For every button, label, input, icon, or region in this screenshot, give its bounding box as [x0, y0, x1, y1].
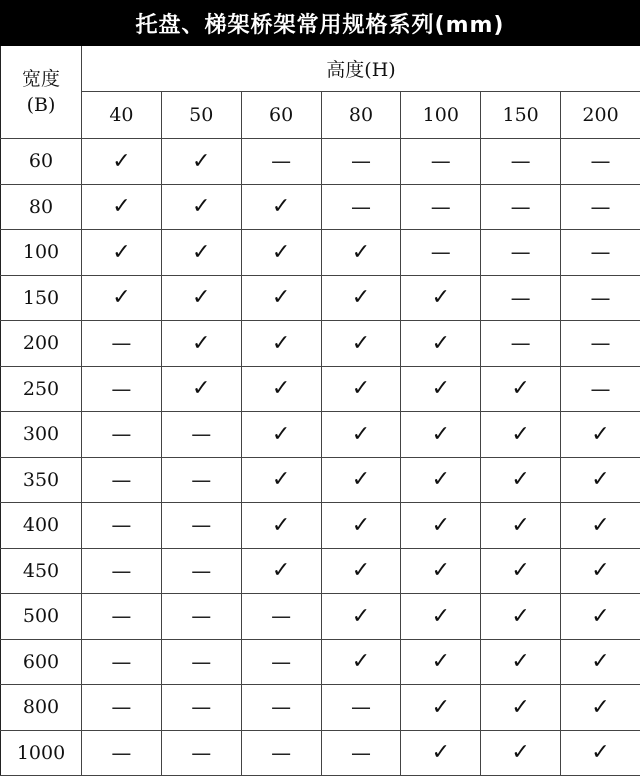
unavailable-cell [161, 457, 241, 503]
available-cell [82, 139, 162, 185]
dash-mark-icon: — [350, 695, 371, 720]
unavailable-cell [561, 184, 640, 230]
dash-mark-icon: — [191, 558, 212, 583]
check-mark-icon: ✓ [351, 330, 371, 356]
check-mark-icon: ✓ [431, 558, 451, 584]
dash-mark-icon: — [350, 149, 371, 174]
available-cell [401, 321, 481, 367]
available-cell [401, 639, 481, 685]
height-column-header: 40 [82, 92, 162, 139]
check-mark-icon: ✓ [511, 740, 530, 766]
dash-mark-icon: — [271, 649, 292, 674]
width-row-header: 100 [1, 230, 82, 276]
available-cell [561, 457, 640, 503]
available-cell [321, 639, 401, 685]
dash-mark-icon: — [271, 149, 292, 174]
check-mark-icon: ✓ [591, 694, 610, 720]
width-row-header: 60 [1, 139, 82, 185]
height-header-row [1, 92, 640, 139]
table-row [1, 639, 640, 685]
available-cell [241, 275, 321, 321]
check-mark-icon: ✓ [351, 239, 371, 265]
available-cell [321, 548, 401, 594]
available-cell [241, 184, 321, 230]
width-row-header: 800 [1, 685, 82, 731]
height-column-header: 60 [241, 92, 321, 139]
available-cell [401, 730, 481, 776]
check-mark-icon: ✓ [591, 603, 610, 629]
available-cell [321, 503, 401, 549]
unavailable-cell [321, 139, 401, 185]
check-mark-icon: ✓ [431, 285, 451, 311]
check-mark-icon: ✓ [192, 330, 211, 356]
table-body [1, 139, 640, 776]
check-mark-icon: ✓ [351, 603, 371, 629]
available-cell [401, 457, 481, 503]
check-mark-icon: ✓ [511, 421, 530, 447]
unavailable-cell [241, 639, 321, 685]
check-mark-icon: ✓ [351, 649, 371, 675]
unavailable-cell [561, 275, 640, 321]
width-row-header: 80 [1, 184, 82, 230]
available-cell [401, 366, 481, 412]
table-row [1, 457, 640, 503]
dash-mark-icon: — [590, 194, 611, 219]
available-cell [161, 275, 241, 321]
unavailable-cell [161, 730, 241, 776]
check-mark-icon: ✓ [591, 421, 610, 447]
available-cell [561, 730, 640, 776]
dash-mark-icon: — [191, 695, 212, 720]
dash-mark-icon: — [111, 376, 132, 401]
check-mark-icon: ✓ [431, 694, 451, 720]
height-column-header: 100 [401, 92, 481, 139]
check-mark-icon: ✓ [511, 558, 530, 584]
dash-mark-icon: — [271, 740, 292, 765]
available-cell [561, 503, 640, 549]
unavailable-cell [401, 184, 481, 230]
available-cell [82, 230, 162, 276]
check-mark-icon: ✓ [271, 239, 291, 265]
dash-mark-icon: — [111, 695, 132, 720]
width-row-header: 150 [1, 275, 82, 321]
check-mark-icon: ✓ [351, 558, 371, 584]
available-cell [321, 412, 401, 458]
check-mark-icon: ✓ [271, 467, 291, 493]
available-cell [481, 639, 561, 685]
unavailable-cell [481, 139, 561, 185]
check-mark-icon: ✓ [112, 239, 131, 265]
check-mark-icon: ✓ [591, 467, 610, 493]
width-row-header: 200 [1, 321, 82, 367]
table-row [1, 730, 640, 776]
dash-mark-icon: — [510, 285, 531, 310]
height-column-header: 150 [481, 92, 561, 139]
available-cell [401, 412, 481, 458]
check-mark-icon: ✓ [271, 421, 291, 447]
available-cell [82, 184, 162, 230]
dash-mark-icon: — [191, 604, 212, 629]
width-header [1, 46, 82, 139]
available-cell [481, 548, 561, 594]
check-mark-icon: ✓ [591, 558, 610, 584]
unavailable-cell [161, 412, 241, 458]
unavailable-cell [561, 230, 640, 276]
check-mark-icon: ✓ [112, 285, 131, 311]
unavailable-cell [82, 594, 162, 640]
available-cell [481, 503, 561, 549]
check-mark-icon: ✓ [351, 376, 371, 402]
page-title: 托盘、梯架桥架常用规格系列(mm) [0, 0, 640, 46]
width-header-unit: (B) [26, 94, 56, 116]
available-cell [561, 685, 640, 731]
height-column-header: 50 [161, 92, 241, 139]
unavailable-cell [481, 184, 561, 230]
dash-mark-icon: — [590, 376, 611, 401]
unavailable-cell [561, 139, 640, 185]
available-cell [161, 321, 241, 367]
available-cell [241, 321, 321, 367]
available-cell [161, 139, 241, 185]
available-cell [161, 184, 241, 230]
available-cell [561, 639, 640, 685]
dash-mark-icon: — [510, 331, 531, 356]
table-row [1, 412, 640, 458]
unavailable-cell [82, 321, 162, 367]
unavailable-cell [321, 184, 401, 230]
check-mark-icon: ✓ [431, 740, 451, 766]
check-mark-icon: ✓ [351, 467, 371, 493]
height-group-header: 高度(H) [82, 46, 640, 92]
check-mark-icon: ✓ [112, 148, 131, 174]
available-cell [481, 366, 561, 412]
check-mark-icon: ✓ [511, 694, 530, 720]
unavailable-cell [82, 366, 162, 412]
dash-mark-icon: — [191, 513, 212, 538]
unavailable-cell [82, 639, 162, 685]
check-mark-icon: ✓ [431, 649, 451, 675]
unavailable-cell [241, 730, 321, 776]
table-row [1, 230, 640, 276]
dash-mark-icon: — [111, 649, 132, 674]
available-cell [401, 548, 481, 594]
width-row-header: 400 [1, 503, 82, 549]
check-mark-icon: ✓ [271, 285, 291, 311]
available-cell [401, 503, 481, 549]
unavailable-cell [161, 594, 241, 640]
unavailable-cell [82, 730, 162, 776]
dash-mark-icon: — [111, 558, 132, 583]
available-cell [561, 548, 640, 594]
width-row-header: 1000 [1, 730, 82, 776]
height-column-header: 200 [561, 92, 640, 139]
dash-mark-icon: — [111, 513, 132, 538]
dash-mark-icon: — [191, 422, 212, 447]
check-mark-icon: ✓ [192, 194, 211, 220]
available-cell [241, 503, 321, 549]
available-cell [241, 457, 321, 503]
dash-mark-icon: — [191, 467, 212, 492]
check-mark-icon: ✓ [511, 649, 530, 675]
table-row [1, 139, 640, 185]
unavailable-cell [561, 321, 640, 367]
check-mark-icon: ✓ [591, 740, 610, 766]
dash-mark-icon: — [350, 740, 371, 765]
check-mark-icon: ✓ [511, 467, 530, 493]
available-cell [241, 366, 321, 412]
check-mark-icon: ✓ [591, 649, 610, 675]
check-mark-icon: ✓ [351, 285, 371, 311]
dash-mark-icon: — [111, 740, 132, 765]
check-mark-icon: ✓ [271, 194, 291, 220]
check-mark-icon: ✓ [431, 467, 451, 493]
check-mark-icon: ✓ [511, 603, 530, 629]
unavailable-cell [161, 685, 241, 731]
unavailable-cell [481, 321, 561, 367]
height-column-header: 80 [321, 92, 401, 139]
check-mark-icon: ✓ [511, 512, 530, 538]
check-mark-icon: ✓ [271, 330, 291, 356]
dash-mark-icon: — [510, 149, 531, 174]
table-row [1, 594, 640, 640]
check-mark-icon: ✓ [351, 421, 371, 447]
available-cell [561, 594, 640, 640]
width-row-header: 250 [1, 366, 82, 412]
available-cell [481, 457, 561, 503]
unavailable-cell [82, 503, 162, 549]
check-mark-icon: ✓ [511, 376, 530, 402]
unavailable-cell [401, 230, 481, 276]
unavailable-cell [161, 548, 241, 594]
available-cell [481, 730, 561, 776]
unavailable-cell [241, 685, 321, 731]
width-header-label: 宽度 [21, 68, 60, 90]
table-row [1, 184, 640, 230]
available-cell [481, 685, 561, 731]
spec-table [0, 46, 640, 776]
unavailable-cell [82, 548, 162, 594]
available-cell [241, 230, 321, 276]
dash-mark-icon: — [191, 740, 212, 765]
unavailable-cell [161, 503, 241, 549]
available-cell [241, 412, 321, 458]
available-cell [321, 594, 401, 640]
width-row-header: 600 [1, 639, 82, 685]
unavailable-cell [82, 412, 162, 458]
unavailable-cell [241, 594, 321, 640]
dash-mark-icon: — [191, 649, 212, 674]
dash-mark-icon: — [510, 194, 531, 219]
table-row [1, 503, 640, 549]
unavailable-cell [401, 139, 481, 185]
check-mark-icon: ✓ [591, 512, 610, 538]
available-cell [321, 366, 401, 412]
width-row-header: 300 [1, 412, 82, 458]
dash-mark-icon: — [510, 240, 531, 265]
available-cell [321, 457, 401, 503]
unavailable-cell [161, 639, 241, 685]
available-cell [481, 412, 561, 458]
dash-mark-icon: — [350, 194, 371, 219]
available-cell [401, 594, 481, 640]
check-mark-icon: ✓ [112, 194, 131, 220]
unavailable-cell [481, 275, 561, 321]
table-row [1, 548, 640, 594]
check-mark-icon: ✓ [192, 285, 211, 311]
available-cell [161, 366, 241, 412]
check-mark-icon: ✓ [271, 512, 291, 538]
check-mark-icon: ✓ [271, 558, 291, 584]
check-mark-icon: ✓ [192, 239, 211, 265]
dash-mark-icon: — [590, 240, 611, 265]
check-mark-icon: ✓ [192, 376, 211, 402]
dash-mark-icon: — [271, 695, 292, 720]
available-cell [241, 548, 321, 594]
available-cell [321, 275, 401, 321]
width-row-header: 350 [1, 457, 82, 503]
available-cell [401, 685, 481, 731]
check-mark-icon: ✓ [431, 512, 451, 538]
table-row [1, 366, 640, 412]
check-mark-icon: ✓ [431, 330, 451, 356]
dash-mark-icon: — [590, 331, 611, 356]
table-row [1, 321, 640, 367]
available-cell [561, 412, 640, 458]
table-row [1, 685, 640, 731]
check-mark-icon: ✓ [431, 421, 451, 447]
dash-mark-icon: — [111, 604, 132, 629]
unavailable-cell [82, 457, 162, 503]
check-mark-icon: ✓ [192, 148, 211, 174]
unavailable-cell [481, 230, 561, 276]
dash-mark-icon: — [430, 149, 451, 174]
dash-mark-icon: — [111, 467, 132, 492]
dash-mark-icon: — [430, 240, 451, 265]
width-row-header: 450 [1, 548, 82, 594]
unavailable-cell [241, 139, 321, 185]
dash-mark-icon: — [590, 285, 611, 310]
available-cell [481, 594, 561, 640]
width-row-header: 500 [1, 594, 82, 640]
available-cell [321, 230, 401, 276]
check-mark-icon: ✓ [351, 512, 371, 538]
check-mark-icon: ✓ [431, 603, 451, 629]
dash-mark-icon: — [590, 149, 611, 174]
dash-mark-icon: — [111, 331, 132, 356]
dash-mark-icon: — [271, 604, 292, 629]
available-cell [321, 321, 401, 367]
table-row [1, 275, 640, 321]
dash-mark-icon: — [111, 422, 132, 447]
check-mark-icon: ✓ [431, 376, 451, 402]
dash-mark-icon: — [430, 194, 451, 219]
unavailable-cell [321, 730, 401, 776]
unavailable-cell [321, 685, 401, 731]
unavailable-cell [82, 685, 162, 731]
available-cell [161, 230, 241, 276]
check-mark-icon: ✓ [271, 376, 291, 402]
unavailable-cell [561, 366, 640, 412]
available-cell [401, 275, 481, 321]
available-cell [82, 275, 162, 321]
